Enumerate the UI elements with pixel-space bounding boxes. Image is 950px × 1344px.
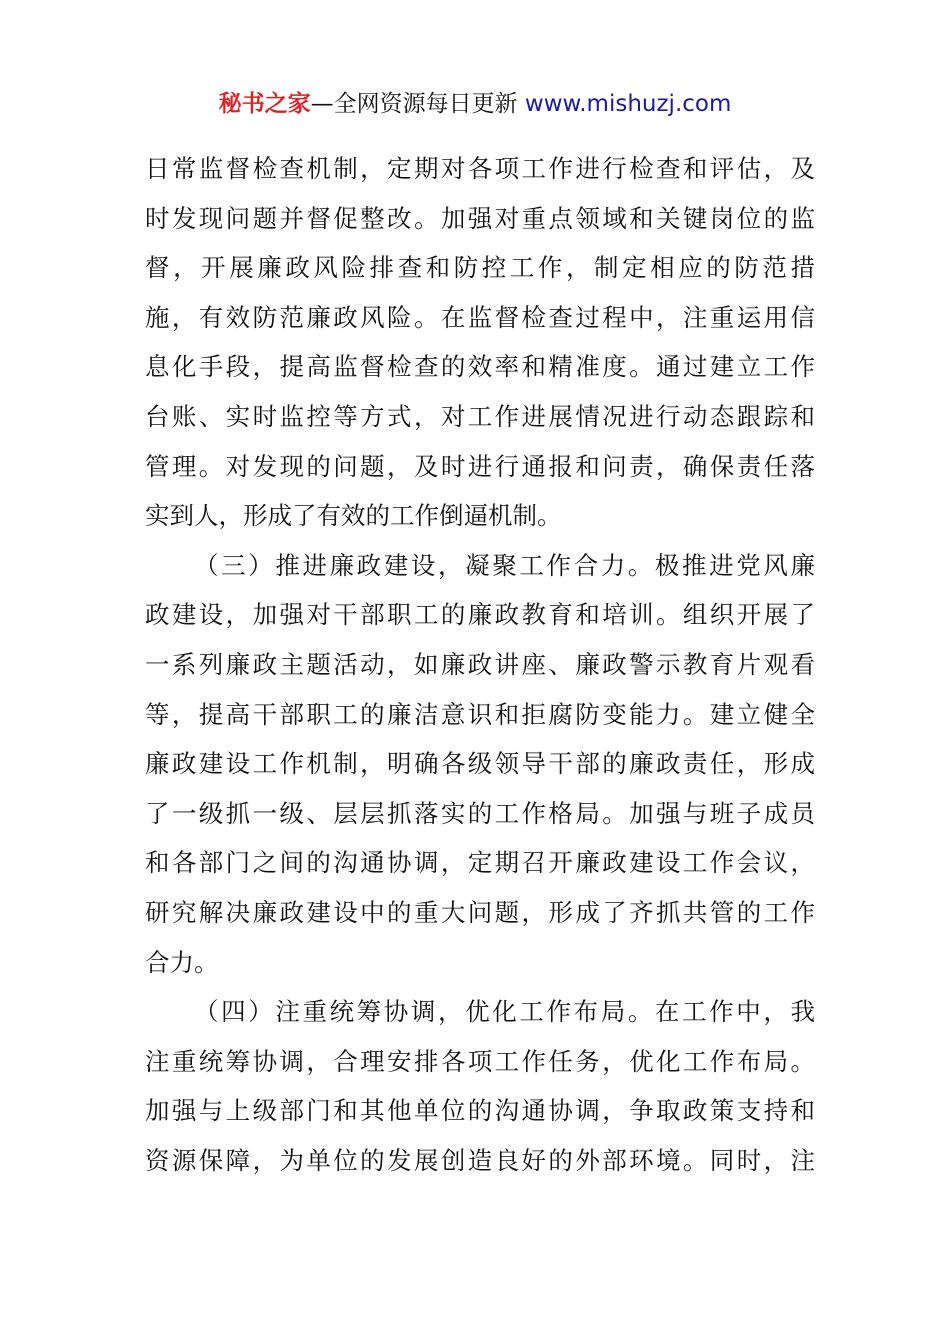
text-line: 加强与上级部门和其他单位的沟通协调，争取政策支持和 — [145, 1096, 815, 1126]
text-line: 实到人，形成了有效的工作倒逼机制。 — [145, 501, 562, 531]
text-line: 台账、实时监控等方式，对工作进展情况进行动态跟踪和 — [145, 401, 815, 431]
text-line: 了一级抓一级、层层抓落实的工作格局。加强与班子成员 — [145, 798, 815, 828]
document-body — [145, 144, 815, 1185]
text-line: 廉政建设工作机制，明确各级领导干部的廉政责任，形成 — [145, 749, 815, 779]
text-line: 督，开展廉政风险排查和防控工作，制定相应的防范措 — [145, 253, 815, 283]
text-line: 时发现问题并督促整改。加强对重点领域和关键岗位的监 — [145, 203, 815, 233]
site-header — [0, 86, 950, 122]
brand-name: 秘书之家 — [218, 91, 311, 117]
text-line: 管理。对发现的问题，及时进行通报和问责，确保责任落 — [145, 451, 815, 481]
text-line: 等，提高干部职工的廉洁意识和拒腐防变能力。建立健全 — [145, 699, 815, 729]
section-heading-line: （三）推进廉政建设，凝聚工作合力。极推进党风廉 — [194, 550, 815, 580]
text-line: 注重统筹协调，合理安排各项工作任务，优化工作布局。 — [145, 1046, 815, 1076]
text-line: 合力。 — [145, 947, 219, 977]
site-url-link[interactable]: www.mishuzj.com — [524, 91, 732, 117]
text-line: 施，有效防范廉政风险。在监督检查过程中，注重运用信 — [145, 302, 815, 332]
text-line: 研究解决廉政建设中的重大问题，形成了齐抓共管的工作 — [145, 897, 815, 927]
text-line: 和各部门之间的沟通协调，定期召开廉政建设工作会议， — [145, 848, 815, 878]
text-line: 政建设，加强对干部职工的廉政教育和培训。组织开展了 — [145, 600, 815, 630]
text-line: 日常监督检查机制，定期对各项工作进行检查和评估，及 — [145, 154, 815, 183]
section-heading-line: （四）注重统筹协调，优化工作布局。在工作中，我 — [194, 997, 815, 1027]
text-line: 息化手段，提高监督检查的效率和精准度。通过建立工作 — [145, 352, 815, 382]
text-line: 一系列廉政主题活动，如廉政讲座、廉政警示教育片观看 — [145, 649, 815, 679]
text-line: 资源保障，为单位的发展创造良好的外部环境。同时，注 — [145, 1145, 815, 1175]
header-tagline: —全网资源每日更新 — [310, 91, 525, 117]
